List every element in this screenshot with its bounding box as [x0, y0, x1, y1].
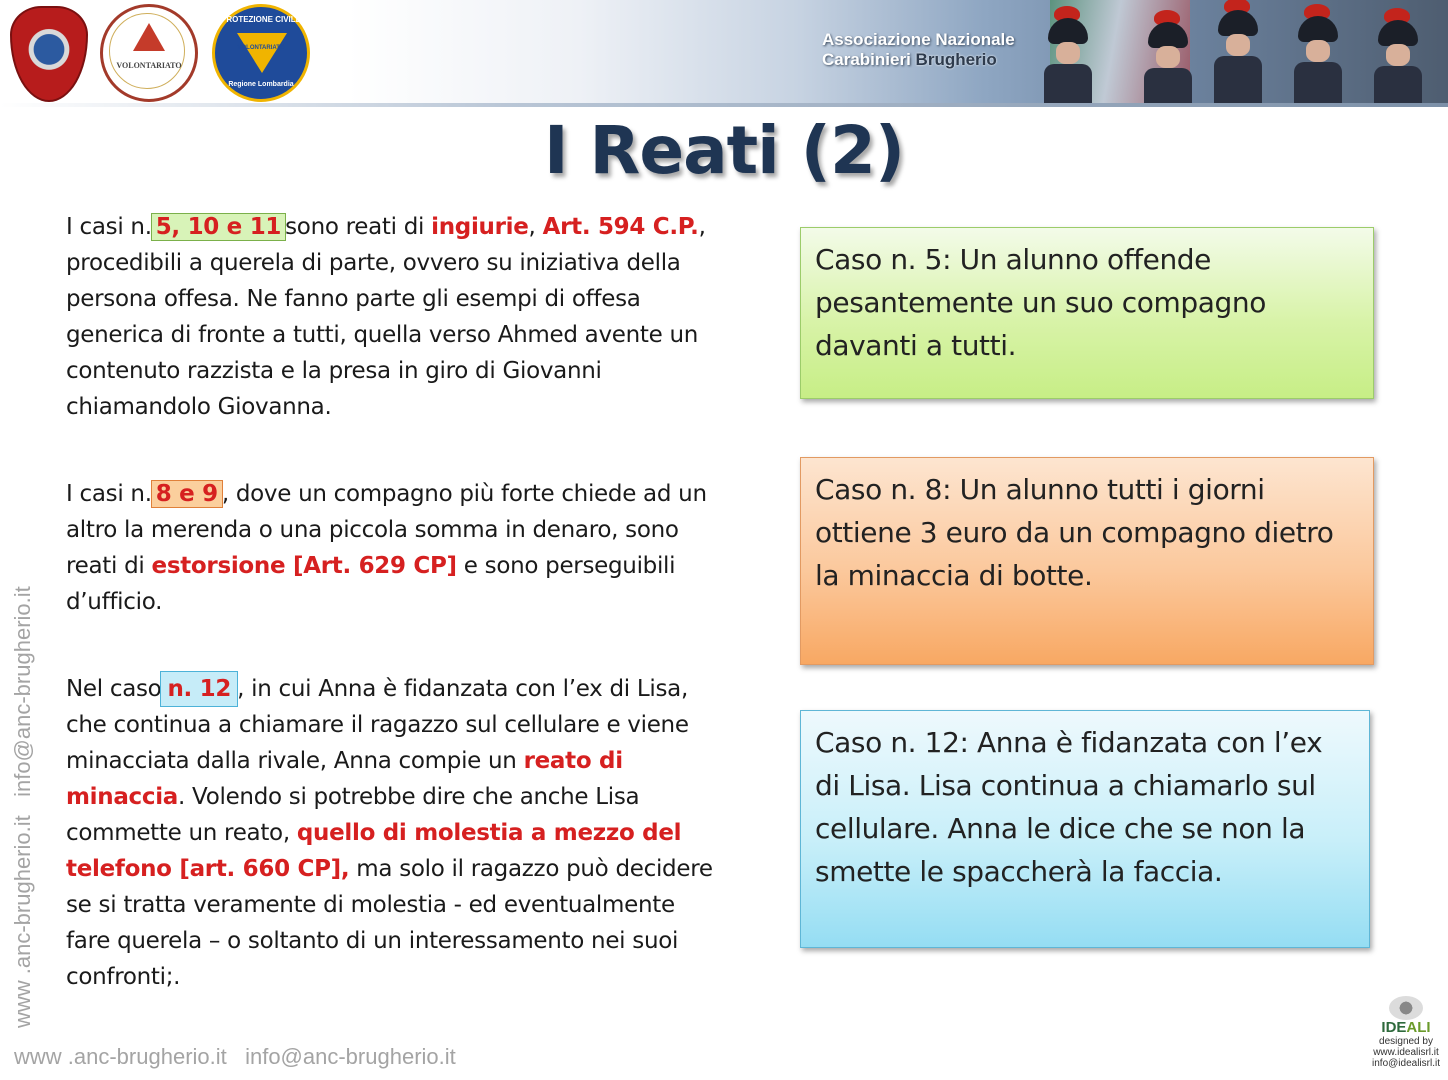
association-carabinieri: Carabinieri	[822, 50, 916, 69]
pc-logo-inner-text: VOLONTARIATO	[237, 45, 285, 51]
association-line-2	[822, 50, 1015, 70]
highlight-cases-5-10-11: 5, 10 e 11	[152, 214, 285, 240]
highlight-cases-8-9: 8 e 9	[152, 481, 222, 507]
term-reato-di-minaccia: reato di minaccia	[66, 748, 623, 810]
carabiniere-figure	[1370, 20, 1426, 105]
case-5-box: Caso n. 5: Un alunno offende pesantemente un suo compagno davanti a tutti.	[800, 227, 1374, 399]
association-line-1: Associazione Nazionale	[822, 30, 1015, 49]
paragraph-estorsione: I casi n. 8 e 9 , dove un compagno più forte chiede ad un altro la merenda o una piccola somma in denaro, sono reati di estorsione [Art. 629 CP] e sono perseguibili d’ufficio.	[66, 481, 707, 615]
footer-website-text: www .anc-brugherio.it info@anc-brugherio.it	[14, 1044, 456, 1069]
pc-triangle-icon	[237, 33, 287, 73]
term-molestia-telefono: quello di molestia a mezzo del telefono [art. 660 CP],	[66, 820, 682, 882]
carabinieri-shield-logo	[10, 6, 88, 102]
case-8-box: Caso n. 8: Un alunno tutti i giorni ottiene 3 euro da un compagno dietro la minaccia di botte.	[800, 457, 1374, 665]
case-12-box: Caso n. 12: Anna è fidanzata con l’ex di Lisa. Lisa continua a chiamarlo sul cellulare. Anna le dice che se non la smette le spaccherà la faccia.	[800, 710, 1370, 948]
protezione-civile-logo	[212, 4, 310, 102]
term-art-594: Art. 594 C.P.	[542, 214, 699, 240]
volontariato-triangle-icon	[133, 23, 165, 51]
paragraph-minaccia: Nel caso n. 12 , in cui Anna è fidanzata con l’ex di Lisa, che continua a chiamare il ragazzo sul cellulare e viene minacciata dalla rivale, Anna compie un reato di minaccia. Volendo si potrebbe dire che anche Lisa commette un reato, quello di molestia a mezzo del telefono [art. 660 CP], ma solo il ragazzo può decidere se si tratta veramente di molestia - ed eventualmente fare querela – o soltanto di un interessamento nei suoi confronti;.	[66, 671, 716, 995]
highlight-case-12: n. 12	[161, 672, 237, 706]
carabiniere-figure	[1140, 22, 1196, 105]
ideali-website: www.idealisrl.it	[1373, 1047, 1439, 1058]
volontariato-logo	[100, 4, 198, 102]
carabiniere-figure	[1290, 16, 1346, 105]
ideali-credit	[1366, 996, 1446, 1069]
designed-by-label: designed by	[1379, 1036, 1433, 1047]
ideali-logo-icon	[1389, 996, 1423, 1020]
volontariato-logo-text: VOLONTARIATO	[116, 61, 182, 70]
slide-title: I Reati (2)	[543, 112, 905, 189]
association-brugherio: Brugherio	[915, 50, 997, 69]
ideali-name: IDEALI	[1381, 1019, 1431, 1036]
term-estorsione: estorsione [Art. 629 CP]	[151, 553, 457, 579]
paragraph-ingiurie: I casi n. 5, 10 e 11 sono reati di ingiurie, Art. 594 C.P., procedibili a querela di parte, ovvero su iniziativa della persona offesa. Ne fanno parte gli esempi di offesa generica di fronte a tutti, quella verso Ahmed avente un contenuto razzista e la presa in giro di Giovanni chiamandolo Giovanna.	[66, 214, 706, 420]
header-divider	[0, 103, 1448, 107]
pc-logo-top-text: PROTEZIONE CIVILE	[220, 15, 301, 24]
carabiniere-figure	[1210, 10, 1266, 100]
pc-logo-bottom-text: Regione Lombardia	[228, 81, 294, 88]
term-ingiurie: ingiurie	[431, 214, 529, 240]
association-name	[822, 30, 1015, 70]
header-banner	[0, 0, 1448, 105]
ideali-email: info@idealisrl.it	[1372, 1058, 1440, 1069]
carabiniere-figure	[1040, 18, 1096, 105]
side-website-text: www .anc-brugherio.it info@anc-brugherio.it	[10, 586, 35, 1028]
